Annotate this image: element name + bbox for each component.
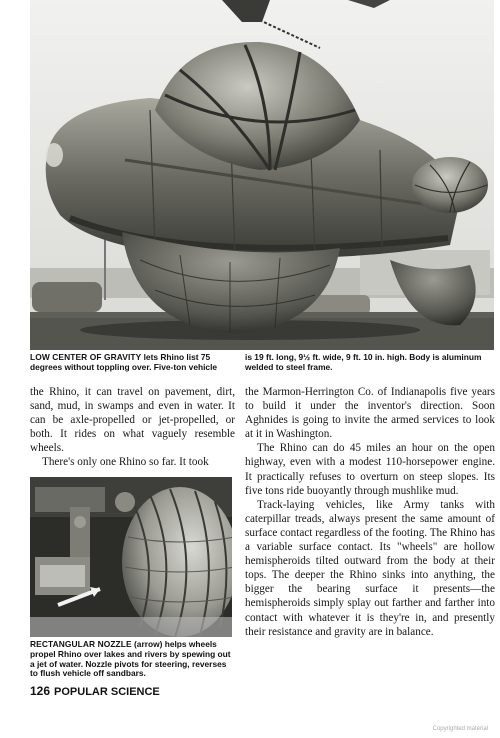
- top-caption-left: [30, 353, 235, 373]
- publication-name: POPULAR SCIENCE: [54, 686, 160, 698]
- bottom-caption-lead: RECTANGULAR NOZZLE: [30, 639, 132, 649]
- nozzle-wheel-photo: [30, 477, 232, 637]
- paragraph: the Marmon-Herrington Co. of Indianapolis five years to build it under the inventor's direction. Soon Aghnides is going to invite the armed services to look at it in Washington.: [245, 386, 495, 441]
- paragraph: The Rhino can do 45 miles an hour on the open highway, even with a modest 110-horsepower engine. It practically refuses to overturn on steep slopes. Its five tons ride buoyantly through mushlike mud.: [245, 442, 495, 497]
- page-folio: [30, 684, 160, 698]
- top-caption-right: is 19 ft. long, 9½ ft. wide, 9 ft. 10 in. high. Body is aluminum welded to steel frame.: [245, 352, 482, 372]
- bottom-caption-text: (arrow) helps wheels propel Rhino over lakes and rivers by spewing out a jet of water. Nozzle pivots for steering, reverses to flush vehicle off sandbars.: [30, 639, 231, 679]
- article-column-left: [30, 385, 235, 470]
- copyright-watermark: Copyrighted material: [432, 726, 488, 732]
- paragraph: There's only one Rhino so far. It took: [42, 456, 209, 469]
- top-caption-lead: LOW CENTER OF GRAVITY: [30, 352, 142, 362]
- page-number: 126: [30, 684, 51, 698]
- top-caption-text: lets Rhino list 75 degrees without toppling over. Five-ton vehicle: [30, 352, 218, 372]
- bottom-caption: [30, 640, 234, 679]
- paragraph: Track-laying vehicles, like Army tanks with caterpillar treads, always present the same amount of surface contact regardless of the footing. The Rhino has a variable surface contact. Its "wheels" are hollow hemispheroids tilted outward from the body at their tops. The deeper the Rhino sinks into anything, the bigger the bearing surface it presents—the hemispheroids simply splay out farther and farther into contact with whatever it is they're in, and presently their resistance and gravity are in balance.: [245, 498, 495, 638]
- paragraph: the Rhino, it can travel on pavement, dirt, sand, mud, in swamps and even in water. It can be axle-propelled or jet-propelled, or both. It rides on what vaguely resemble wheels.: [30, 386, 235, 455]
- article-column-right: [245, 385, 495, 639]
- rhino-vehicle-photo: [30, 0, 494, 350]
